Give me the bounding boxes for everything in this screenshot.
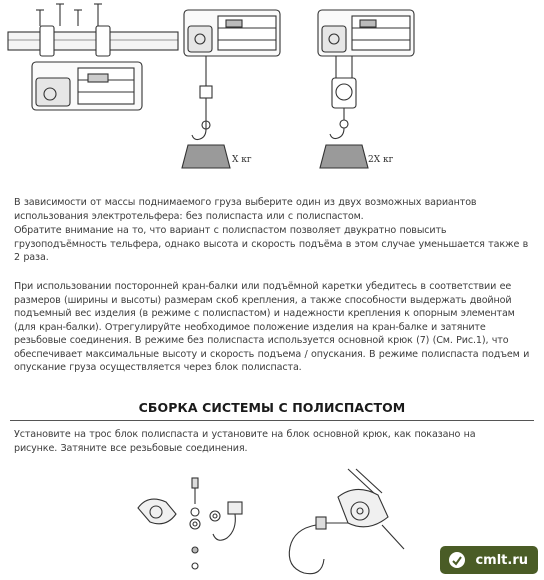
hoist-variant-without-pulley xyxy=(178,0,298,170)
watermark-badge xyxy=(440,546,538,574)
hoist-mounting-illustration xyxy=(0,0,180,125)
site-logo-icon xyxy=(448,551,466,569)
variant-2-weight-label: 2Х кг xyxy=(368,155,394,165)
watermark-text: cmlt.ru xyxy=(475,552,528,568)
variant-1-weight-label: Х кг xyxy=(232,155,252,165)
hoist-variant-with-pulley xyxy=(312,0,422,170)
intro-paragraph-1: В зависимости от массы поднимаемого груза выберите один из двух возможных вариантов использования электротельфера: без полиспаста или с полиспастом. xyxy=(14,197,477,222)
section-heading: СБОРКА СИСТЕМЫ С ПОЛИСПАСТОМ xyxy=(138,400,406,415)
intro-paragraph-2: Обратите внимание на то, что вариант с полиспастом позволяет двукратно повысить грузоподъёмность тельфера, однако высота и скорость подъёма в этом случае уменьшается также в 2 раза. xyxy=(14,225,529,263)
assembled-pulley-illustration xyxy=(278,465,418,580)
pulley-assembly-parts-illustration xyxy=(130,470,280,580)
section-divider xyxy=(10,420,534,421)
intro-paragraph-3: При использовании посторонней кран-балки или подъёмной каретки убедитесь в соответствии ее размеров (ширины и высоты) размерам скоб крепления, а также способности выдержать двойной подъемный вес изделия (в режиме с полиспастом) и надежности крепления к опорным элементам (для кран-балки). Отрегулируйте необходимое положение изделия на кран-балке и затяните резьбовые соединения. В режиме без полиспаста используется основной крюк (7) (См. Рис.1), что обеспечивает максимальные высоту и скорость подъема / опускания. В режиме полиспаста подъем и опускание груза осуществляется через блок полиспаста. xyxy=(14,281,530,373)
assembly-instructions: Установите на трос блок полиспаста и установите на блок основной крюк, как показано на рисунке. Затяните все резьбовые соединения. xyxy=(14,429,476,454)
